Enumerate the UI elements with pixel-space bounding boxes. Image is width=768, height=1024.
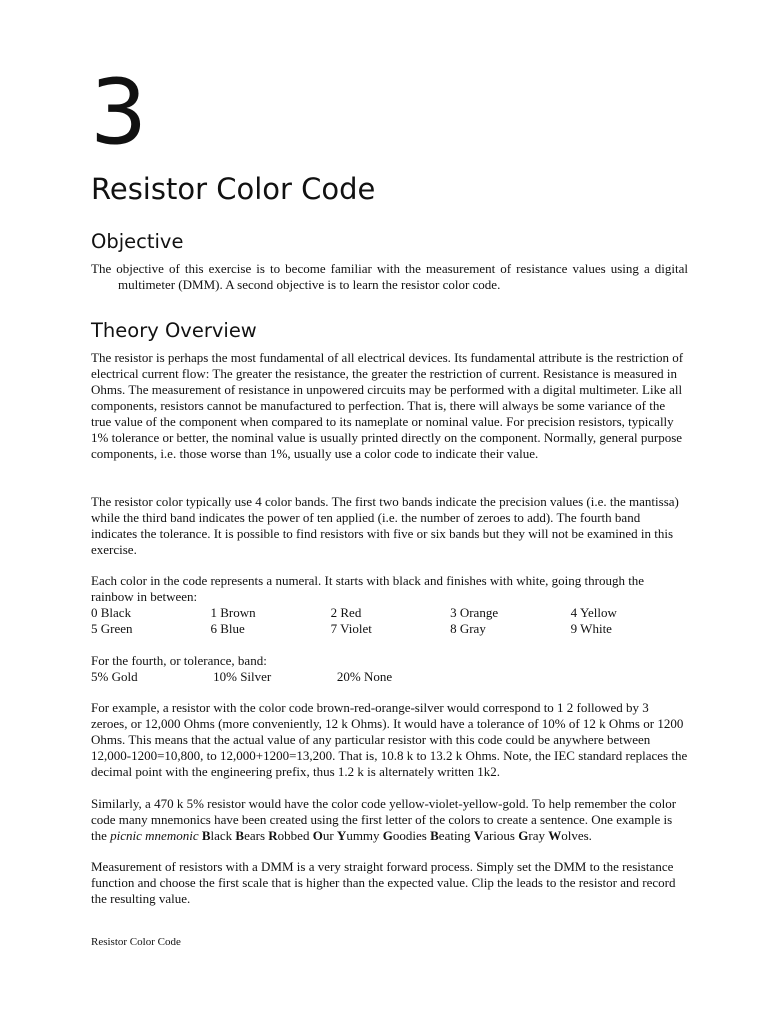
color-code-table xyxy=(91,605,691,637)
mnemonic-phrase xyxy=(202,828,592,843)
chapter-number: 3 xyxy=(90,60,148,165)
mnemonic-initial: W xyxy=(548,828,562,843)
color-cell: 2 Red xyxy=(330,605,362,620)
color-row xyxy=(91,605,691,621)
objective-heading: Objective xyxy=(91,230,184,253)
mnemonic-initial: Y xyxy=(336,828,347,843)
mnemonic-initial: V xyxy=(473,828,484,843)
color-cell: 5 Green xyxy=(91,621,133,636)
tolerance-cell: 20% None xyxy=(336,669,393,684)
color-cell: 8 Gray xyxy=(450,621,486,636)
mnemonic-initial: G xyxy=(518,828,529,843)
color-cell: 1 Brown xyxy=(210,605,256,620)
picnic-mnemonic-term: picnic mnemonic xyxy=(110,828,199,843)
tolerance-intro: For the fourth, or tolerance, band: xyxy=(91,653,267,668)
color-cell: 6 Blue xyxy=(210,621,245,636)
mnemonic-rest: olves. xyxy=(561,828,592,843)
mnemonic-initial: O xyxy=(312,828,323,843)
theory-heading: Theory Overview xyxy=(91,319,257,342)
mnemonic-rest: arious xyxy=(483,828,515,843)
color-cell: 9 White xyxy=(570,621,612,636)
tolerance-row xyxy=(91,669,691,685)
theory-paragraph-2: The resistor color typically use 4 color bands. The first two bands indicate the precision values (i.e. the mantissa) while the third band indicates the power of ten applied (i.e. the number of zeroes to add). The fourth band indicates the tolerance. It is possible to find resistors with five or six bands but they will not be examined in this exercise. xyxy=(91,494,679,557)
color-cell: 4 Yellow xyxy=(570,605,617,620)
mnemonic-rest: ears xyxy=(244,828,266,843)
mnemonic-rest: ur xyxy=(322,828,334,843)
mnemonic-rest: eating xyxy=(438,828,471,843)
tolerance-cell: 10% Silver xyxy=(213,669,272,684)
page-footer: Resistor Color Code xyxy=(91,936,181,948)
paragraph-5-intro: Similarly, a 470 k 5% resistor would have the color code yellow-violet-yellow-gold. To help remember the color code many mnemonics have been created using the first letter of the colors to create a sentence. One example is the xyxy=(91,796,677,843)
mnemonic-initial: B xyxy=(430,828,439,843)
mnemonic-rest: oodies xyxy=(392,828,427,843)
chapter-title: Resistor Color Code xyxy=(91,172,376,206)
theory-paragraph-6: Measurement of resistors with a DMM is a very straight forward process. Simply set the DMM to the resistance function and choose the first scale that is higher than the expected value. Clip the leads to the resistor and record the resulting value. xyxy=(91,859,676,906)
theory-paragraph-5 xyxy=(91,796,688,844)
mnemonic-initial: G xyxy=(382,828,393,843)
mnemonic-initial: R xyxy=(268,828,278,843)
tolerance-cell: 5% Gold xyxy=(91,669,138,684)
color-cell: 0 Black xyxy=(91,605,132,620)
mnemonic-initial: B xyxy=(235,828,245,843)
mnemonic-rest: ummy xyxy=(346,828,380,843)
mnemonic-rest: obbed xyxy=(277,828,310,843)
tolerance-table xyxy=(91,669,691,685)
color-cell: 7 Violet xyxy=(330,621,372,636)
objective-paragraph: The objective of this exercise is to become familiar with the measurement of resistance values using a digital multimeter (DMM). A second objective is to learn the resistor color code. xyxy=(91,261,688,292)
theory-paragraph-3: Each color in the code represents a numeral. It starts with black and finishes with white, going through the rainbow in between: xyxy=(91,573,645,604)
mnemonic-rest: ray xyxy=(528,828,545,843)
color-row xyxy=(91,621,691,637)
mnemonic-rest: lack xyxy=(210,828,233,843)
mnemonic-initial: B xyxy=(201,828,211,843)
color-cell: 3 Orange xyxy=(450,605,499,620)
theory-paragraph-1: The resistor is perhaps the most fundamental of all electrical devices. Its fundamental attribute is the restriction of electrical current flow: The greater the resistance, the greater the restriction of current. Resistance is measured in Ohms. The measurement of resistance in unpowered circuits may be performed with a digital multimeter. Like all components, resistors cannot be manufactured to perfection. That is, there will always be some variance of the true value of the component when compared to its nameplate or nominal value. For precision resistors, typically 1% tolerance or better, the nominal value is usually printed directly on the component. Normally, general purpose components, i.e. those worse than 1%, usually use a color code to indicate their value. xyxy=(91,350,684,461)
theory-paragraph-4: For example, a resistor with the color code brown-red-orange-silver would correspond to 1 2 followed by 3 zeroes, or 12,000 Ohms (more conveniently, 12 k Ohms). It would have a tolerance of 10% of 12 k Ohms or 1200 Ohms. This means that the actual value of any particular resistor with this code could be anywhere between 12,000-1200=10,800, to 12,000+1200=13,200. That is, 10.8 k to 13.2 k Ohms. Note, the IEC standard replaces the decimal point with the engineering prefix, thus 1.2 k is alternately written 1k2. xyxy=(91,700,688,779)
